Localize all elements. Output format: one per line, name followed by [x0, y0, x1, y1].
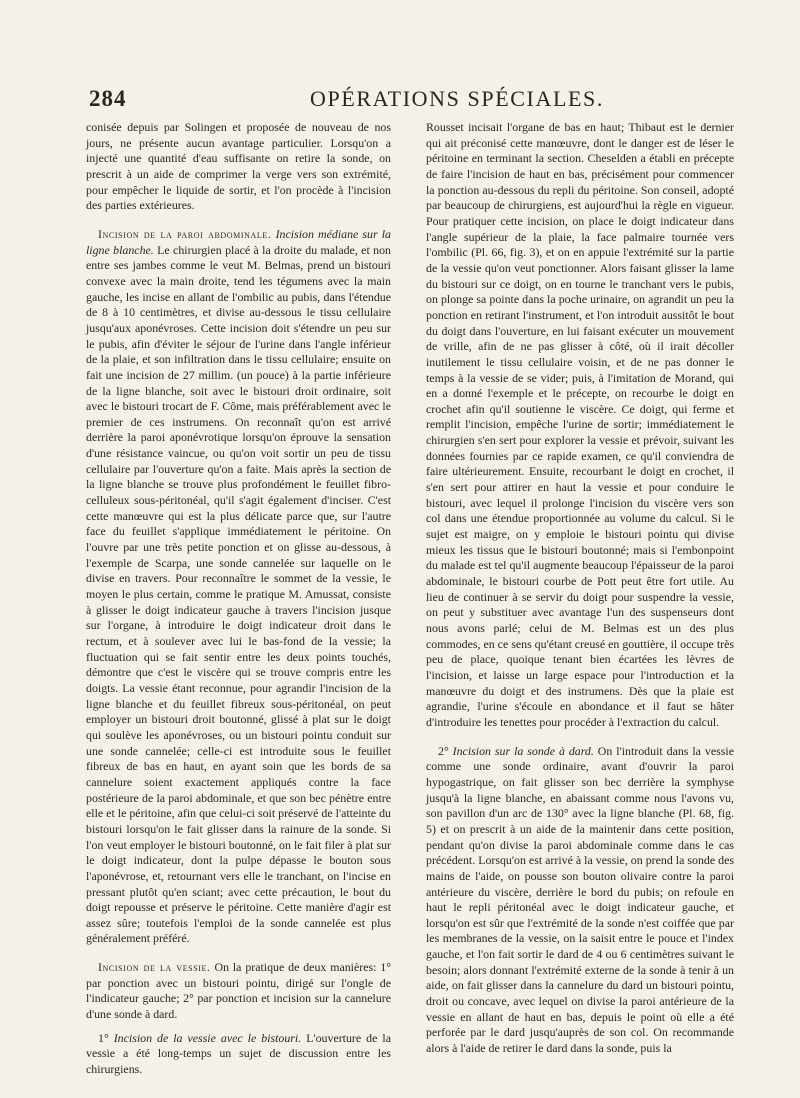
section-heading: Incision de la vessie. — [98, 960, 211, 975]
subsection-title: Incision sur la sonde à dard. — [452, 743, 594, 758]
paragraph-sonde-a-dard — [426, 744, 734, 1057]
paragraph-incision-paroi — [86, 227, 391, 947]
page-number: 284 — [89, 86, 127, 111]
running-title: OPÉRATIONS SPÉCIALES. — [310, 86, 604, 111]
paragraph-body: Le chirurgien placé à la droite du malade, et non entre ses jambes comme le veut M. Belmas, prend un bistouri convexe avec la main droite, tend les tégumens avec la main gauche, les incise en allant de l'ombilic au pubis, dans l'étendue de 8 à 10 centimètres, et divise au-dessous le tissu cellulaire jusqu'aux aponévroses. Cette incision doit s'étendre un peu sur le pubis, afin d'éviter le séjour de l'urine dans l'angle inférieur de la plaie, et son infiltration dans le tissu cellulaire; ensuite on fait une incision de 27 millim. (un pouce) à la partie inférieure de la ligne blanche, soit avec le bistouri droit ordinaire, soit avec le bistouri trocart de F. Côme, mais préférablement avec le premier de ces instrumens. On reconnaît qu'on est arrivé derrière la paroi aponévrotique lorsqu'on éprouve la sensation d'une résistance vaincue, ou qu'on voit sortir un peu de tissu cellulaire par l'ouverture qu'on a faite. Mais après la section de la ligne blanche se trouve plus profondément le feuillet fibro-celluleux sous-péritonéal, qu'il s'agit également d'inciser. C'est cette manœuvre qui est la plus délicate parce que, sur l'autre face du feuillet s'applique immédiatement le péritoine. On l'ouvre par une très petite ponction et on glisse au-dessous, à l'exemple de Scarpa, une sonde cannelée sur laquelle on le divise en travers. Pour reconnaître le sommet de la vessie, le moyen le plus certain, comme le pratique M. Amussat, consiste à glisser le doigt indicateur gauche à travers l'incision jusque sur l'organe, à introduire le doigt indicateur droit dans le rectum, et à soulever avec lui le bas-fond de la vessie; la fluctuation qui se fait sentir entre les deux points touchés, démontre que c'est le viscère qui se trouve compris entre les doigts. La vessie étant reconnue, pour agrandir l'incision de la ligne blanche et du feuillet fibreux sous-péritonéal, on peut employer un bistouri droit boutonné, glissé à plat sur le doigt qui soulève les aponévroses, ou un bistouri pointu conduit sur une sonde cannelée; celle-ci est introduite sous le feuillet fibreux de bas en haut, en ayant soin que les bords de sa cannelure soient exactement appliqués contre la face postérieure de la paroi abdominale, et que son bec pénètre entre elle et le péritoine, afin que celui-ci soit préservé de l'atteinte du bistouri lorsqu'on le fait glisser dans la rainure de la sonde. Si l'on veut employer le bistouri boutonné, on le fait filer à plat sur le doigt indicateur, dont la pulpe dépasse le bouton sous l'aponévrose, et, retournant vers elle le tranchant, on l'incise en pressant plutôt qu'en sciant; avec cette précaution, le bout du doigt repousse et préserve le péritoine. Cette manière d'agir est assez sûre; toutefois l'emploi de la sonde cannelée est plus généralement préféré. — [86, 242, 391, 946]
paragraph-body: On la pratique de deux manières: 1° par ponction avec un bistouri pointu, dirigé sur l'ongle de l'indicateur gauche; 2° par ponction et incision sur la cannelure d'une sonde à dard. — [86, 960, 391, 1022]
paragraph-body: L'ouverture de la vessie a été long-temps un sujet de discussion entre les chirurgiens. — [86, 1030, 391, 1077]
subsection-title: Incision de la vessie avec le bistouri. — [113, 1030, 302, 1045]
section-heading: Incision de la paroi abdominale. — [98, 226, 272, 241]
left-column — [86, 120, 391, 1078]
right-column — [426, 120, 734, 1057]
paragraph: Rousset incisait l'organe de bas en haut; Thibaut est le dernier qui ait préconisé cette manœuvre, dont le danger est de léser le péritoine en terminant la section. Cheselden a établi en précepte de faire l'incision de haut en bas, précisément pour commencer la ponction au-dessous du repli du péritoine. Son conseil, adopté par beaucoup de chirurgiens, est aujourd'hui la règle en vigueur. Pour pratiquer cette incision, on place le doigt indicateur dans l'angle supérieur de la plaie, la face palmaire tournée vers l'ombilic (Pl. 66, fig. 3), et on en appuie l'extrémité sur la partie de la vessie qu'on veut ponctionner. Alors faisant glisser la lame du bistouri sur ce doigt, on en tourne le tranchant vers le pubis, on plonge sa pointe dans la poche urinaire, on agrandit un peu la ponction en retirant l'instrument, et l'on introduit aussitôt le bout du doigt dans l'ouverture, en lui faisant exécuter un mouvement de vrille, afin de ne pas glisser à côté, où il irait décoller inutilement le tissu cellulaire voisin, et de ne pas donner le temps à la vessie de se vider; puis, à l'imitation de Morand, qui en a donné l'exemple et le précepte, on recourbe le doigt en crochet afin qu'il soutienne le viscère. Ce doigt, qui ferme et remplit l'incision, empêche l'urine de sortir; immédiatement le chirurgien s'en sert pour explorer la vessie et prévoir, suivant les données fournies par ce rapide examen, ce qu'il conviendra de faire ultérieurement. Ensuite, recourbant le doigt en crochet, il s'en sert pour attirer en haut la vessie et pour conduire le bistouri, avec lequel il prolonge l'incision du viscère vers son col dans une étendue proportionnée au volume du calcul. Si le sujet est maigre, on y emploie le bistouri pointu qui divise mieux les tissus que le bistouri boutonné; mais si l'embonpoint du malade est tel qu'il augmente beaucoup l'épaisseur de la paroi abdominale, le bistouri courbe de Pott peut être fort utile. Au lieu de continuer à se servir du doigt pour suspendre la vessie, on peut y substituer avec avantage l'un des suspenseurs dont nous avons parlé; celui de M. Belmas est un des plus commodes, en ce sens qu'étant creusé en gouttière, il occupe très peu de place, quoique tenant bien écartées les lèvres de l'incision, et laisse un large espace pour l'introduction et la manœuvre du doigt et des instrumens. Dès que la plaie est agrandie, l'urine s'écoule en abondance et il faut se hâter d'introduire les tenettes pour procéder à l'extraction du calcul. — [426, 120, 734, 729]
item-number: 2° — [438, 743, 449, 758]
paragraph-incision-vessie — [86, 960, 391, 1023]
paragraph: conisée depuis par Solingen et proposée de nouveau de nos jours, ne présente aucun avantage particulier. Lorsqu'on a injecté une quantité d'eau suffisante on retire la sonde, on prescrit à un aide de comprimer la verge vers son extrémité, pour empêcher le liquide de sortir, et l'on procède à l'incision des parties extérieures. — [86, 120, 391, 213]
paragraph-body: On l'introduit dans la vessie comme une sonde ordinaire, avant d'ouvrir la paroi hypogastrique, on fait glisser son bec derrière la symphyse jusqu'à la ligne blanche, en abaissant comme nous l'avons vu, son pavillon d'un arc de 130° avec la ligne blanche (Pl. 68, fig. 5) et on prescrit à un aide de la maintenir dans cette position, pendant qu'on divise la paroi abdominale comme dans le cas précédent. Lorsqu'on est arrivé à la vessie, on prend la sonde des mains de l'aide, on pousse son bouton olivaire contre la paroi antérieure du viscère, derrière le bord du pubis; on refoule en haut le repli péritonéal avec le doigt indicateur gauche, et lorsqu'on est sûr que l'extrémité de la sonde n'est coiffée que par les membranes de la vessie, on la saisit entre le pouce et l'index gauche, et l'on fait sortir le dard de 4 ou 6 centimètres suivant le besoin; alors donnant l'extrémité externe de la sonde à tenir à un aide, on fait glisser dans la cannelure du dard un bistouri pointu, droit ou concave, avec lequel on divise la paroi antérieure de la vessie en allant de haut en bas, depuis le point où elle a été perforée par le dard jusqu'auprès de son col. On recommande alors à l'aide de retirer le dard dans la sonde, puis la — [426, 743, 734, 1056]
paragraph-bistouri — [86, 1031, 391, 1078]
item-number: 1° — [98, 1030, 109, 1045]
subsection-title: Incision médiane sur la ligne blanche. — [86, 226, 391, 257]
